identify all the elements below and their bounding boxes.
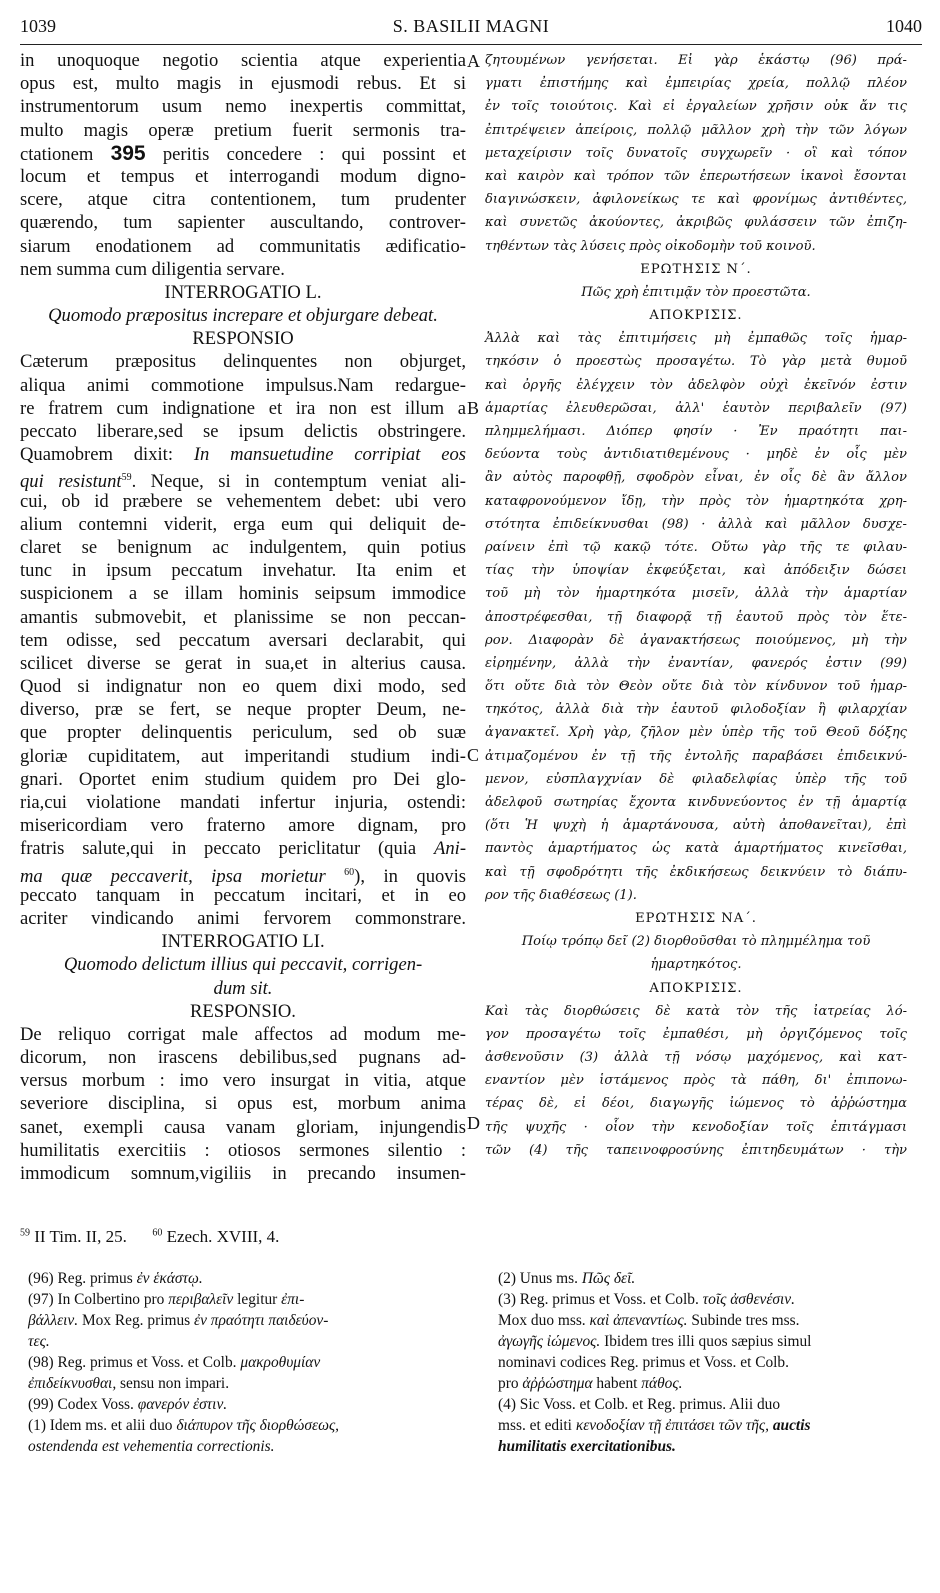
latin-line: que propter delinquentis periculum, sed ob suæ xyxy=(20,722,466,744)
greek-line: τηκόσιν ὁ προεστὼς προσαγέτω. Τὸ γὰρ μετὰ θυμοῦ xyxy=(485,354,907,370)
greek-line: καὶ συνετῶς ἀκούοντες, ἀκριβῶς φυλάσσειν τῶν ἐπιζη- xyxy=(485,215,907,231)
latin-line: De reliquo corrigat male affectos ad modum me- xyxy=(20,1023,466,1045)
running-title: S. BASILII MAGNI xyxy=(392,16,550,36)
note-greek: Πῶς δεῖ. xyxy=(581,1270,636,1287)
latin-line: suspicionem a se illam hominis seipsum immodice xyxy=(20,583,466,605)
note-greek: διάπυρον τῆς διορθώσεως, xyxy=(176,1417,340,1434)
margin-marker-b: B xyxy=(467,398,480,418)
latin-line: gloriæ cupiditatem, aut imperitandi studium indi- xyxy=(20,745,466,767)
latin-heading: RESPONSIO xyxy=(192,328,294,350)
greek-question: ἡμαρτηκότος. xyxy=(650,957,742,973)
scripture-quote: Ani- xyxy=(434,838,467,860)
latin-line: re fratrem cum indignatione et ira non est illum a xyxy=(20,397,466,419)
note-text: (97) In Colbertino pro xyxy=(28,1291,165,1308)
latin-text: Quamobrem dixit: xyxy=(20,444,174,466)
latin-heading: INTERROGATIO L. xyxy=(164,281,322,303)
latin-line: Quod si indignatur non eo quem dixi modo, sed xyxy=(20,676,466,698)
note-text: legitur xyxy=(237,1291,278,1308)
greek-line: ἀδελφοῦ σωτηρίας ἔχοντα κινδυνεύοντος ἐν τῇ ἁμαρτίᾳ xyxy=(485,795,907,810)
note-greek: μακροθυμίαν xyxy=(240,1354,321,1371)
greek-line: τηκότος, ἀλλὰ διὰ τὴν ἑαυτοῦ φιλοδοξίαν ἢ φιλαρχίαν xyxy=(485,702,907,718)
note-greek: ἐν πραότητι παιδεύον- xyxy=(194,1312,329,1329)
note-text: (3) Reg. primus et Voss. et Colb. xyxy=(498,1291,699,1308)
note-greek: ἀγωγῆς ἰώμενος. xyxy=(498,1333,601,1350)
greek-line: ρον τῆς διαθέσεως (1). xyxy=(485,887,637,903)
latin-text: . Neque, si in contemptum veniat ali- xyxy=(131,471,466,493)
greek-line: ἀτιμαζομένου ἐν τῇ τῆς ἐντολῆς παραβάσει ἐπιδεικνύ- xyxy=(485,748,907,764)
greek-line: δεύοντα τοὺς ἀντιδιατιθεμένους · μηδὲ ἐν οἷς μὲν xyxy=(485,447,907,463)
latin-text: ctationem xyxy=(20,143,94,165)
note-greek: ἐπι- xyxy=(281,1291,305,1308)
note-text: sensu non impari. xyxy=(120,1375,230,1392)
greek-question: Πῶς χρὴ ἐπιτιμᾷν τὸν προεστῶτα. xyxy=(581,284,811,300)
note-text: (96) Reg. primus xyxy=(28,1270,133,1287)
greek-heading: ΑΠΟΚΡΙΣΙΣ. xyxy=(649,308,743,324)
greek-heading: ΕΡΩΤΗΣΙΣ Ν΄. xyxy=(640,261,752,277)
latin-line: claret se benignum ac indulgentem, quin potius xyxy=(20,536,466,558)
note-text: Subinde tres mss. xyxy=(691,1312,800,1329)
footnote-ref: 59 xyxy=(121,472,132,484)
right-page-number: 1040 xyxy=(886,16,922,36)
greek-line: τίας τὴν ὑποψίαν ἐκφεύξεται, καὶ ἀπόδειξιν δώσει xyxy=(485,563,907,579)
greek-line: μεταχείρισιν τοῖς δυνατοῖς συγχωρεῖν · οἳ καὶ τόπον xyxy=(485,145,907,161)
greek-line: ἀγανακτεῖ. Χρὴ γὰρ, ζῆλον μὲν ὑπὲρ τῆς τοῦ Θεοῦ δόξης xyxy=(485,725,907,741)
latin-question: Quomodo delictum illius qui peccavit, corrigen- xyxy=(63,954,423,976)
greek-line: ὅτι οὔτε διὰ τὸν Θεὸν οὔτε διὰ τὸν κίνδυνον τοῦ ἡμαρ- xyxy=(485,679,907,695)
note-greek: ἀῤῥώστημα xyxy=(522,1375,593,1392)
latin-line: immodicum somnum,vigiliis in precando insumen- xyxy=(20,1163,466,1184)
latin-line: dicorum, non irascens debilibus,sed pugnans ad- xyxy=(20,1047,466,1069)
latin-line: tunc in ipsum peccatum invehatur. Ita enim et xyxy=(20,560,466,582)
note-greek: περιβαλεῖν xyxy=(168,1291,234,1308)
latin-line xyxy=(20,142,466,165)
latin-line: humilitatis exercitiis : otiosos sermones silentio : xyxy=(20,1139,466,1161)
latin-line xyxy=(20,861,466,887)
header-rule xyxy=(20,44,922,45)
latin-line: locum et tempus et interrogandi modum digno- xyxy=(20,165,466,187)
note-text: pro xyxy=(498,1375,519,1392)
latin-line: Cæterum præpositus delinquentes non objurget, xyxy=(20,351,466,373)
note-1 xyxy=(28,1415,468,1457)
margin-marker-d: D xyxy=(467,1113,480,1133)
note-99 xyxy=(28,1394,468,1415)
note-text: (4) Sic Voss. et Colb. et Reg. primus. Alii duo xyxy=(498,1396,781,1413)
greek-line: τῶν (4) τῆς ταπεινοφροσύνης ἐπιτηδευμάτων · τὴν xyxy=(485,1142,907,1158)
greek-line: τῆς ψυχῆς · οἷον τὴν κενοδοξίαν τοῖς ἐπιτάγμασι xyxy=(485,1119,907,1135)
greek-line: ἀποστρέφεσθαι, τῇ διαφορᾷ τῇ ἑαυτοῦ πρὸς τὸν ἕτε- xyxy=(485,609,907,625)
critical-notes-right xyxy=(498,1268,918,1457)
greek-line: ραίνειν ἐπὶ τῷ κακῷ τότε. Οὕτω γὰρ τῆς τε φιλαυ- xyxy=(485,539,907,555)
footnote-text: Ezech. XVIII, 4. xyxy=(166,1227,280,1246)
greek-heading: ΕΡΩΤΗΣΙΣ ΝΑ΄. xyxy=(635,910,757,926)
scripture-quote: ma quæ peccaverit, ipsa morietur xyxy=(20,865,326,887)
footnote-ref: 60 xyxy=(152,1227,163,1239)
note-96 xyxy=(28,1268,468,1289)
greek-line: Ἀλλὰ καὶ τὰς ἐπιτιμήσεις μὴ ἐμπαθῶς τοῖς ἡμαρ- xyxy=(485,331,907,347)
latin-line: diverso, præ se fert, se neque propter Deum, ne- xyxy=(20,699,466,721)
latin-line: scere, atque citra contentionem, tum prudenter xyxy=(20,189,466,211)
note-text: habent xyxy=(596,1375,638,1392)
latin-line: acriter vindicando animi fervorem commonstrare. xyxy=(20,907,466,929)
note-text: (99) Codex Voss. xyxy=(28,1396,134,1413)
greek-line: καὶ καιρὸν καὶ τρόπον τῶν ἐπερωτήσεων ἱκανοὶ ἔσονται xyxy=(485,168,907,184)
greek-line: στότητα ἐπιδείκνυσθαι (98) · ἀλλὰ καὶ μᾶλλον δυσχε- xyxy=(485,516,907,532)
greek-line: ἂν αὐτὸς παροφθῇ, σφοδρὸν εἶναι, ἐν οἷς δὲ ἂν ἄλλον xyxy=(485,470,907,486)
latin-column xyxy=(20,49,466,1185)
latin-line: opus est, multo magis in ejusmodi rebus. Et si xyxy=(20,73,466,95)
note-text: auctis xyxy=(772,1417,811,1434)
left-page-number: 1039 xyxy=(20,16,56,36)
scripture-footnotes xyxy=(20,1227,279,1247)
latin-line: sanet, exempli causa vanam gloriam, injungendis xyxy=(20,1116,466,1138)
latin-line: quærendo, tum sapienter auscultando, controver- xyxy=(20,212,466,234)
latin-line: peccato tanquam in peccatum incitari, et in eo xyxy=(20,884,466,906)
latin-line: in unoquoque negotio scientia atque experientia xyxy=(20,50,466,71)
note-98 xyxy=(28,1352,468,1394)
latin-line: instrumentorum usum nemo inexpertis committat, xyxy=(20,96,466,118)
note-greek: φανερόν ἐστιν. xyxy=(137,1396,228,1413)
greek-line: εἰρημένην, ἀλλὰ τὴν ἐναντίαν, φανερός ἐστιν (99) xyxy=(485,655,907,671)
greek-line: ρον. Διαφορὰν δὲ ἀγανακτήσεως ποιούμενος, μὴ τὴν xyxy=(485,632,907,648)
greek-line: τηθέντων τὰς λύσεις πρὸς οἰκοδομὴν τοῦ κοινοῦ. xyxy=(485,238,816,254)
footnote-text: II Tim. II, 25. xyxy=(34,1227,127,1246)
greek-line: ἀσθενοῦσιν (3) ἀλλὰ τῇ νόσῳ μαχόμενος, καὶ κατ- xyxy=(485,1050,907,1066)
latin-line: cui, ob id præbere se vehementem debet: ubi vero xyxy=(20,490,466,512)
column-number: 395 xyxy=(110,141,146,165)
note-greek: καὶ ἀπεναντίως. xyxy=(589,1312,688,1329)
greek-line: ἐπιτρέψειεν ἀπείροις, πολλῷ μᾶλλον χρὴ τὴν τῶν λόγων xyxy=(485,122,907,138)
latin-line: aliqua animi commotione impulsus.Nam redargue- xyxy=(20,374,466,396)
greek-line: γματι ἐπιστήμης καὶ ἐμπειρίας χρεία, πολλῷ πλέον xyxy=(485,76,907,92)
latin-line: multo magis operæ pretium fuerit sermonis tra- xyxy=(20,119,466,141)
latin-line: alium contemni viderit, erga eum qui deliquit de- xyxy=(20,513,466,535)
note-97 xyxy=(28,1289,468,1352)
greek-line: τέρας δὲ, εἰ δέοι, διαγωγῆς ἰώμενος τὸ ἀῤῥώστημα xyxy=(485,1096,907,1112)
note-text: humilitatis exercitationibus. xyxy=(498,1438,676,1455)
note-text: Ibidem tres illi quos sæpius simul xyxy=(604,1333,812,1350)
latin-line xyxy=(20,837,466,860)
greek-line: ζητουμένων γενήσεται. Εἰ γὰρ ἑκάστῳ (96) πρά- xyxy=(485,53,907,68)
latin-line: gnari. Oportet enim studium quidem pro Dei glo- xyxy=(20,768,466,790)
note-text: (98) Reg. primus et Voss. et Colb. xyxy=(28,1354,237,1371)
greek-line: τοῦ μὴ τὸν ἡμαρτηκότα μισεῖν, ἀλλὰ τὴν ἁμαρτίαν xyxy=(485,586,907,602)
greek-line: γον προσαγέτω τοῖς ἐμπαθέσι, μὴ ὀργιζόμενος τοῖς xyxy=(485,1026,907,1042)
latin-question: dum sit. xyxy=(213,977,273,999)
margin-marker-a: A xyxy=(467,51,480,71)
latin-text: ), in quovis xyxy=(354,865,466,887)
latin-heading: INTERROGATIO LI. xyxy=(161,931,325,953)
footnote-ref: 60 xyxy=(344,866,355,878)
latin-line: misericordiam vero fraterno amore dignam, pro xyxy=(20,815,466,837)
note-4 xyxy=(498,1394,918,1457)
note-greek: ἐπιδείκνυσθαι, xyxy=(28,1375,117,1392)
greek-line: διαγινώσκειν, ἀφιλονείκως τε καὶ φρονίμως ἀντιθέντες, xyxy=(485,192,907,208)
note-text: (1) Idem ms. et alii duo xyxy=(28,1417,173,1434)
latin-line: amantis submovebit, et planissime se non peccan- xyxy=(20,606,466,628)
latin-line: nem summa cum diligentia servare. xyxy=(20,258,285,280)
greek-line: καὶ τῇ σφοδρότητι τῆς ἐκδικήσεως δεικνύειν τὸ διάπυ- xyxy=(485,864,907,880)
note-greek: πάθος. xyxy=(641,1375,683,1392)
latin-line: ria,cui violatione mandati infertur injuria, ostendi: xyxy=(20,792,466,813)
latin-heading: RESPONSIO. xyxy=(190,1000,296,1022)
greek-line: καταφρονούμενον ἴδῃ, τὴν πρὸς τὸν ἡμαρτηκότα χρη- xyxy=(485,493,907,509)
greek-line: Καὶ τὰς διορθώσεις δὲ κατὰ τὸν τῆς ἰατρείας λό- xyxy=(485,1003,907,1019)
greek-line: εναντίον μὲν ἱστάμενος πρὸς τὰ πάθη, δι' ἐπιπονω- xyxy=(485,1073,907,1089)
latin-question: Quomodo præpositus increpare et objurgare debeat. xyxy=(48,305,438,327)
note-greek: τες. xyxy=(28,1333,50,1350)
latin-text: peritis concedere : qui possint et xyxy=(162,143,466,165)
note-text: Mox duo mss. xyxy=(498,1312,586,1329)
note-3 xyxy=(498,1289,918,1394)
greek-line: παντὸς ἁμαρτήματος ὡς κατὰ ἁμαρτήματος κινεῖσθαι, xyxy=(485,841,907,857)
footnote-ref: 59 xyxy=(20,1227,30,1239)
note-text: ostendenda est vehementia correctionis. xyxy=(28,1438,275,1455)
scripture-quote: qui resistunt xyxy=(20,471,122,493)
latin-line: peccato liberare,sed se ipsum delictis obstringere. xyxy=(20,421,466,442)
greek-heading: ΑΠΟΚΡΙΣΙΣ. xyxy=(649,980,743,996)
greek-line: ἐν τοῖς τοιούτοις. Καὶ εἰ ἐργαλείων χρῆσιν οὐκ ἄν τις xyxy=(485,99,907,115)
greek-line: ἁμαρτίας ἐλευθερῶσαι, ἀλλ' ἑαυτὸν περιβαλεῖν (97) xyxy=(485,400,907,416)
latin-line xyxy=(20,443,466,466)
greek-line: καὶ ὀργῆς ἐλέγχειν τὸν ἀδελφὸν οὐχὶ ἐκεῖνόν ἐστιν xyxy=(485,377,907,393)
greek-question: Ποίῳ τρόπῳ δεῖ (2) διορθοῦσθαι τὸ πλημμέλημα τοῦ xyxy=(521,934,871,950)
scripture-quote: In mansuetudine corripiat eos xyxy=(193,444,466,466)
note-2 xyxy=(498,1268,918,1289)
latin-line: versus morbum : imo vero insurgat in vitia, atque xyxy=(20,1070,466,1092)
greek-line: πλημμελήμασι. Διόπερ φησίν · Ἐν πραότητι παι- xyxy=(485,424,907,439)
note-text: Mox Reg. primus xyxy=(81,1312,191,1329)
running-header xyxy=(20,16,922,42)
note-text: (2) Unus ms. xyxy=(498,1270,578,1287)
note-text: mss. et editi xyxy=(498,1417,572,1434)
note-greek: κενοδοξίαν τῇ ἐπιτάσει τῶν τῆς, xyxy=(575,1417,769,1434)
note-greek: ἐν ἑκάστῳ. xyxy=(136,1270,203,1287)
note-text: nominavi codices Reg. primus et Voss. et Colb. xyxy=(498,1354,789,1371)
latin-text: fratris salute,qui in peccato periclitatur (quia xyxy=(20,838,417,860)
margin-marker-c: C xyxy=(467,745,480,765)
latin-line: siarum enodationem ad communitatis ædificatio- xyxy=(20,235,466,257)
latin-line: scilicet diverse se gerat in sua,et in alterius causa. xyxy=(20,652,466,674)
latin-line: tem odisse, sed peccatum aversari declarabit, qui xyxy=(20,629,466,651)
greek-line: μενον, εὐσπλαγχνίαν δὲ φιλαδελφίας ὑπὲρ τῆς τοῦ xyxy=(485,771,907,787)
note-greek: βάλλειν. xyxy=(28,1312,79,1329)
greek-column xyxy=(485,49,907,1162)
latin-line: severiore disciplina, si opus est, morbum anima xyxy=(20,1093,466,1115)
note-greek: τοῖς ἀσθενέσιν. xyxy=(702,1291,795,1308)
latin-line xyxy=(20,466,466,493)
critical-notes-left xyxy=(28,1268,468,1457)
greek-line: (ὅτι Ἡ ψυχὴ ἡ ἁμαρτάνουσα, αὐτὴ ἀποθανεῖται), ἐπὶ xyxy=(485,818,907,834)
